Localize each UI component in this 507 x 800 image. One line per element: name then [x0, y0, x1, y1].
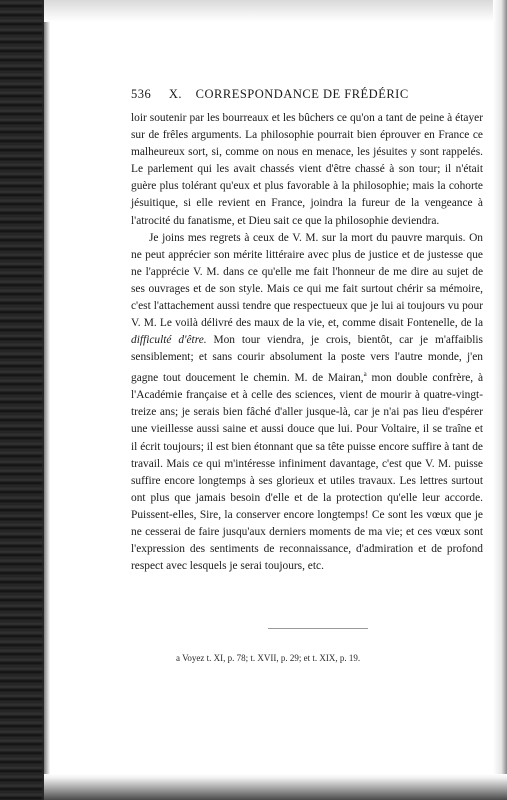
- italic-quote: difficulté d'être.: [131, 334, 207, 347]
- page-number: 536: [131, 87, 152, 101]
- paragraph-continued: loir soutenir par les bourreaux et les bûchers ce qu'on a tant de peine à étayer sur de frêles arguments. La philosophie pourrait bien éprouver en France ce malheureux sort, si, comme on nous en menace, les jésuites y sont rappelés. Le parlement qui les avait chassés vient d'être chassé à son tour; il n'était guère plus tolérant qu'eux et plus favorable à la philosophie; mais la cohorte jésuitique, si elle revient en France, joindra la fureur de la vengeance à l'atrocité du fanatisme, et Dieu sait ce que la philosophie deviendra.: [131, 112, 483, 227]
- scan-left-border: [0, 0, 44, 800]
- running-title: CORRESPONDANCE DE FRÉDÉRIC: [195, 87, 409, 101]
- scan-right-border: [493, 0, 507, 800]
- footnote: a Voyez t. XI, p. 78; t. XVII, p. 29; et t. XIX, p. 19.: [176, 653, 361, 663]
- paragraph-text-middle: Mon tour viendra, je crois, bientôt, car je m'affaiblis sensiblement; et sans courir absolument la poste vers l'autre monde, j'en gagne tout doucement le chemin. M. de Mairan,: [131, 334, 483, 385]
- paragraph-text-end: mon double confrère, à l'Académie française et à celle des sciences, vient de mourir à quatre-vingt-treize ans; je serais bien fâché d'aller jusque-là, car je n'ai pas lieu d'espérer une vieillesse aussi saine et aussi douce que lui. Pour Voltaire, il se traîne et il écrit toujours; il est bien étonnant que sa tête puisse encore suffire à tant de travail. Mais ce qui m'intéresse infiniment davantage, c'est que V. M. puisse suffire encore longtemps à ses glorieux et utiles travaux. Les lettres surtout ont plus que jamais besoin d'elle et de la protection qu'elle leur accorde. Puissent-elles, Sire, la conserver encore longtemps! Ce sont les vœux que je ne cesserai de faire jusqu'aux derniers moments de ma vie; et ces vœux sont l'expression des sentiments de reconnaissance, d'admiration et de profond respect avec lesquels je serai toujours, etc.: [131, 372, 483, 573]
- paragraph-text-start: Je joins mes regrets à ceux de V. M. sur la mort du pauvre marquis. On ne peut apprécier son mérite littéraire avec plus de justice et de justesse que ne l'apprécie V. M. dans ce qu'elle me fait l'honneur de me dire au sujet de ses ouvrages et de son style. Mais ce qui me fait surtout chérir sa mémoire, c'est l'attachement aussi tendre que respectueux que je lui ai toujours vu pour V. M. Le voilà délivré des maux de la vie, et, comme disait Fontenelle, de la: [131, 231, 483, 330]
- paragraph-letter: [131, 230, 483, 576]
- footnote-marker: a: [363, 370, 367, 379]
- chapter-number: X.: [168, 87, 183, 101]
- scan-top-border: [44, 0, 507, 22]
- book-page: [131, 86, 483, 575]
- running-head: [131, 86, 483, 104]
- body-text: [131, 110, 483, 575]
- scan-bottom-border: [44, 774, 507, 800]
- footnote-separator: [268, 628, 368, 629]
